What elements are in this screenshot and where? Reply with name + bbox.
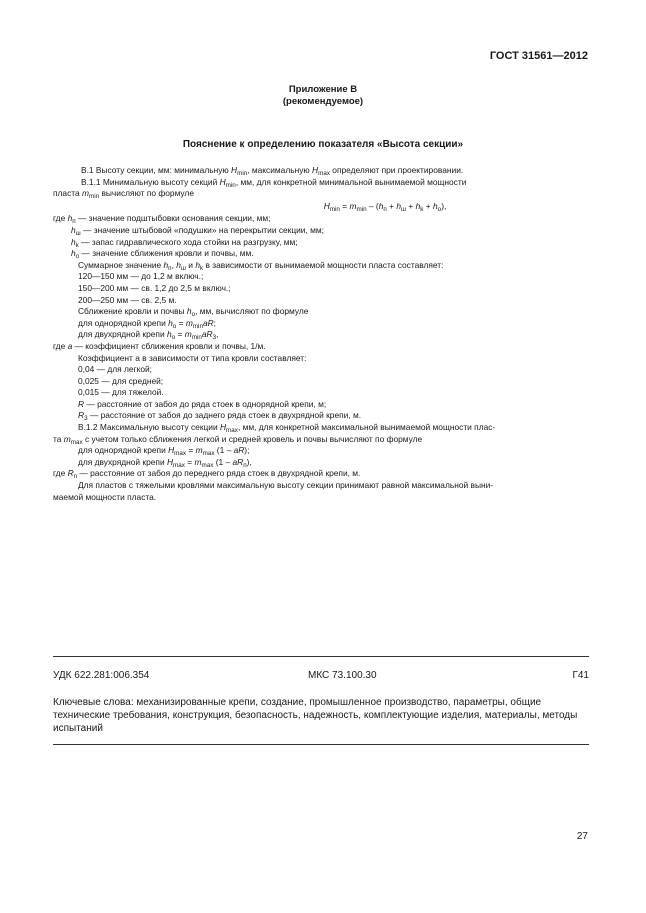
annex-heading xyxy=(0,84,646,108)
group-code: Г41 xyxy=(572,670,589,681)
definition-item: где $h_п$ — значение подштыбовки основания секции, мм; xyxy=(53,213,271,226)
paragraph: В.1 Высоту секции, мм: минимальную $H_{min}$, максимальную $H_{max}$ определяют при проектировании. xyxy=(81,165,464,177)
divider-line xyxy=(53,656,589,657)
formula-line: для однорядной крепи $H_{max} = m_{max}$ (1 – aR); xyxy=(78,445,250,458)
divider-line xyxy=(53,744,589,745)
paragraph: Коэффициент а в зависимости от типа кровли составляет: xyxy=(78,352,307,363)
list-item: 0,015 — для тяжелой. xyxy=(78,387,164,398)
paragraph: Для пластов с тяжелыми кровлями максимальную высоту секции принимают равной максимальной выни- xyxy=(78,480,494,491)
paragraph: та $m_{max}$ с учетом только сближения легкой и средней кровель и почвы вычисляют по формуле xyxy=(53,433,423,446)
paragraph: В.1.2 Максимальную высоту секции $H_{max}$, мм, для конкретной максимальной вынимаемой мощности плас- xyxy=(78,422,496,435)
formula-line: для однорядной крепи $h_o = m_{min}aR$; xyxy=(78,317,216,330)
definition-item: $R_3$ — расстояние от забоя до заднего ряда стоек в двухрядной крепи, м. xyxy=(78,410,362,423)
paragraph: маемой мощности пласта. xyxy=(53,491,157,502)
page-number: 27 xyxy=(576,831,588,842)
definition-item: где $R_п$ — расстояние от забоя до переднего ряда стоек в двухрядной крепи, м. xyxy=(53,468,361,481)
annex-title: Приложение В xyxy=(288,84,358,95)
paragraph: Сближение кровли и почвы $h_o$, мм, вычисляют по формуле xyxy=(78,306,309,319)
list-item: 120—150 мм — до 1,2 м включ.; xyxy=(78,271,204,282)
formula-line: для двухрядной крепи $H_{max} = m_{max}$ $(1 - aR_п)$, xyxy=(78,456,252,469)
definition-item: R — расстояние от забоя до ряда стоек в однорядной крепи, м; xyxy=(78,398,327,409)
annex-status: (рекомендуемое) xyxy=(282,96,364,107)
list-item: 0,04 — для легкой; xyxy=(78,364,152,375)
formula-line: для двухрядной крепи $h_o = m_{min}aR_3$, xyxy=(78,329,219,342)
definition-item: где a — коэффициент сближения кровли и почвы, 1/м. xyxy=(53,340,266,351)
definition-item: $h_k$ — запас гидравлического хода стойки на разгрузку, мм; xyxy=(71,236,298,249)
list-item: 200—250 мм — св. 2,5 м. xyxy=(78,294,177,305)
list-item: 150—200 мм — св. 1,2 до 2,5 м включ.; xyxy=(78,282,231,293)
definition-item: $h_ш$ — значение штыбовой «подушки» на перекрытии секции, мм; xyxy=(71,224,324,237)
paragraph: пласта $m_{min}$ вычисляют по формуле xyxy=(53,188,194,201)
formula: $H_{min} = m_{min} - (h_п + h_ш + h_k + h_o)$, xyxy=(323,200,447,213)
udk-code: УДК 622.281:006.354 xyxy=(53,670,150,681)
definition-item: $h_o$ — значение сближения кровли и почвы, мм. xyxy=(71,248,254,261)
document-code: ГОСТ 31561—2012 xyxy=(489,50,588,62)
body-text xyxy=(53,165,589,503)
paragraph: В.1.1 Минимальную высоту секций $H_{min}$, мм, для конкретной минимальной вынимаемой мощности xyxy=(81,176,467,189)
mks-code: МКС 73.100.30 xyxy=(308,670,377,681)
list-item: 0,025 — для средней; xyxy=(78,375,164,386)
keywords: Ключевые слова: механизированные крепи, создание, промышленное производство, параметры, общие технические требования, конструкция, безопасность, надежность, комплектующие изделия, материалы, методы испытаний xyxy=(53,697,578,734)
section-title: Пояснение к определению показателя «Высота секции» xyxy=(182,139,464,150)
paragraph: Суммарное значение $h_п$, $h_ш$ и $h_k$ в зависимости от вынимаемой мощности пласта составляет: xyxy=(78,259,444,272)
